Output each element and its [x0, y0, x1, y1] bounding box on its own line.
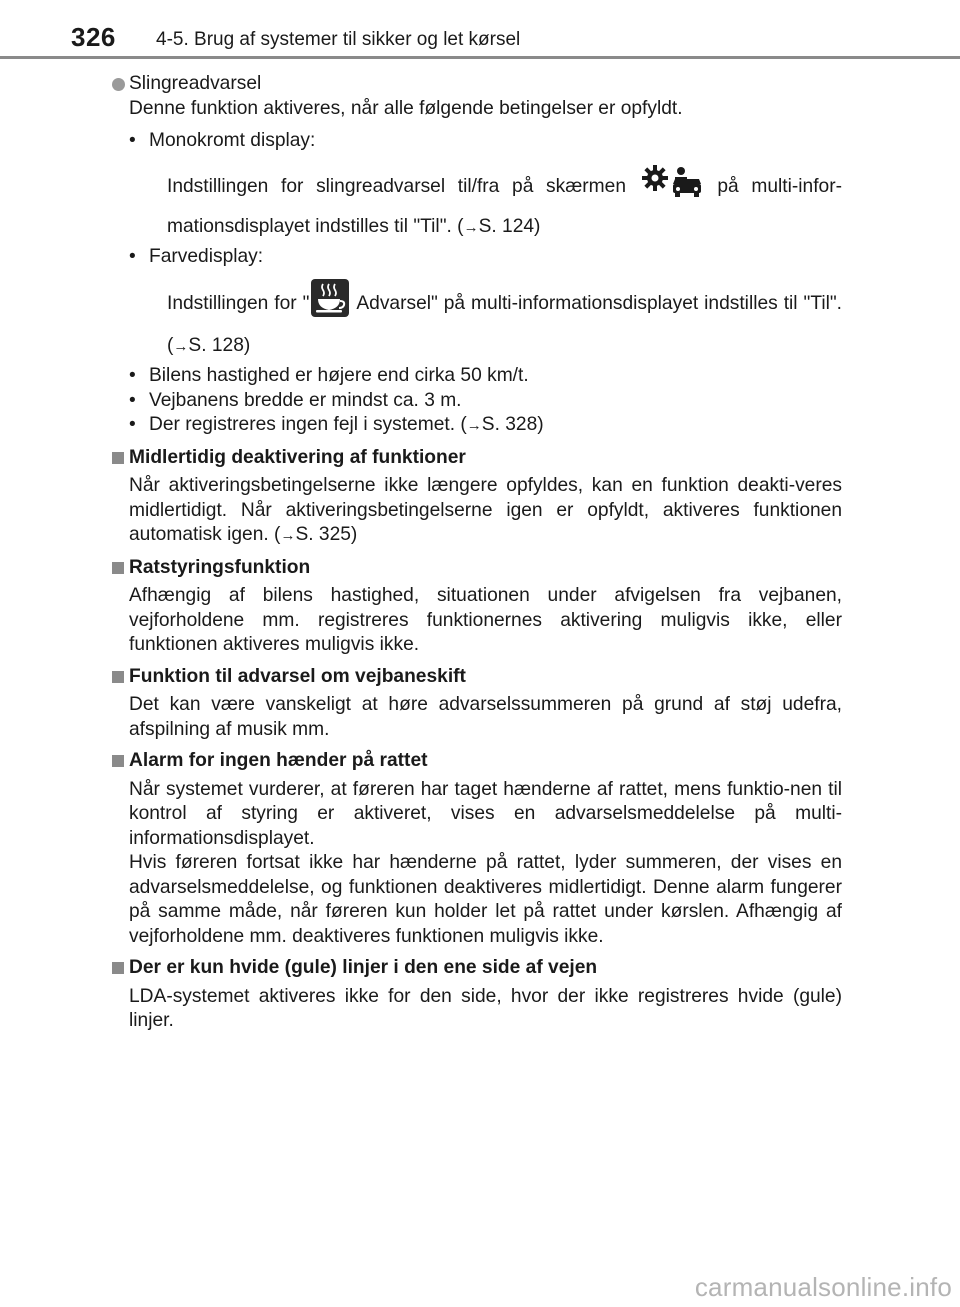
section-body: Afhængig af bilens hastighed, situationen under afvigelsen fra vejbanen, vejforholdene mm. registreres funktionernes aktivering muligvis ikke, eller funktionen aktiveres muligvis ikke.	[129, 585, 842, 655]
circle-bullet-icon	[112, 78, 125, 91]
page-header	[0, 0, 960, 64]
display-item-text: Indstillingen for slingreadvarsel til/fra på skærmen på multi-infor-mationsdisplayet indstilles til "Til". (→S. 124)	[112, 164, 842, 245]
section-body: Når systemet vurderer, at føreren har taget hænderne af rattet, mens funktio-nen til kontrol af styring er aktiveret, vises en advarselsmeddelelse på multi-informationsdisplayet.	[129, 778, 842, 849]
display-item-color	[112, 245, 842, 270]
section-body-2: Hvis føreren fortsat ikke har hænderne på rattet, lyder summeren, der vises en advarselsmeddelelse, og funktionen deaktiveres midlertidigt. Denne alarm fungerer på samme måde, når føreren kun holder let på rattet under kørslen. Afhængig af vejforholdene mm. deaktiveres funktionen muligvis ikke.	[129, 852, 842, 947]
section-single-side-lines	[112, 956, 842, 1034]
square-bullet-icon	[112, 671, 124, 683]
square-bullet-icon	[112, 755, 124, 767]
page-content	[112, 72, 842, 1034]
page-number: 326	[71, 22, 116, 52]
list-bullet: •	[129, 389, 136, 411]
square-bullet-icon	[112, 562, 124, 574]
list-bullet: •	[129, 130, 136, 151]
coffee-cup-icon	[311, 279, 349, 329]
square-bullet-icon	[112, 962, 124, 974]
condition-item: • Bilens hastighed er højere end cirka 50 km/t.	[112, 364, 842, 389]
list-bullet: •	[129, 365, 136, 386]
section-heading: Ratstyringsfunktion	[112, 556, 842, 581]
section-steering-function	[112, 556, 842, 658]
watermark-logo: carmanualsonline.info	[694, 1272, 952, 1302]
section-temporary-deactivation	[112, 446, 842, 549]
display-item-text: Indstillingen for " Advarsel" på multi-informationsdisplayet indstilles til "Til". (→S. 128)	[112, 279, 842, 364]
display-item-label: Monokromt display:	[149, 130, 316, 151]
section-heading: Funktion til advarsel om vejbaneskift	[112, 665, 842, 690]
section-lane-change-warning	[112, 665, 842, 743]
slingre-heading: Slingreadvarsel	[112, 72, 842, 97]
section-heading: Midlertidig deaktivering af funktioner	[112, 446, 842, 471]
arrow-right-icon: →	[463, 218, 479, 236]
list-bullet: •	[129, 245, 136, 267]
display-item-label: Farvedisplay:	[149, 245, 264, 267]
section-body: Det kan være vanskeligt at høre advarselssummeren på grund af støj udefra, afspilning af musik mm.	[129, 694, 842, 740]
condition-item: • Vejbanens bredde er mindst ca. 3 m.	[112, 389, 842, 414]
section-body: Når aktiveringsbetingelserne ikke længere opfyldes, kan en funktion deakti-veres midlertidigt. Når aktiveringsbetingelserne igen er opfyldt, aktiveres funktionen automatisk igen. (→S. 325)	[129, 475, 842, 545]
gear-car-settings-icon	[641, 164, 703, 210]
square-bullet-icon	[112, 452, 124, 464]
condition-item: • Der registreres ingen fejl i systemet. (→S. 328)	[112, 413, 842, 439]
section-title: 4-5. Brug af systemer til sikker og let kørsel	[156, 29, 521, 50]
section-heading: Alarm for ingen hænder på rattet	[112, 749, 842, 774]
section-body: LDA-systemet aktiveres ikke for den side, hvor der ikke registreres hvide (gule) linjer.	[129, 985, 842, 1031]
arrow-right-icon: →	[173, 338, 189, 355]
list-bullet: •	[129, 414, 136, 435]
slingre-intro: Denne funktion aktiveres, når alle følgende betingelser er opfyldt.	[129, 97, 683, 119]
section-hands-off-alarm	[112, 749, 842, 949]
header-rule	[0, 56, 960, 59]
section-heading: Der er kun hvide (gule) linjer i den ene side af vejen	[112, 956, 842, 981]
arrow-right-icon: →	[280, 527, 296, 544]
arrow-right-icon: →	[466, 417, 482, 434]
display-item-mono	[112, 129, 842, 154]
